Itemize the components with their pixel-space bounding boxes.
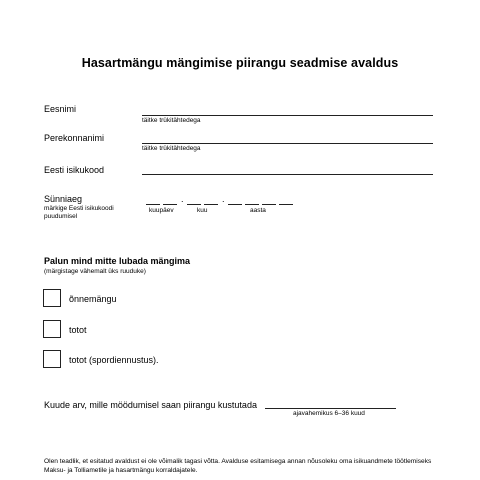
birth-date-note-line2: puudumisel [44,213,78,220]
birth-day-digit-2[interactable] [163,204,177,205]
months-hint: ajavahemikus 6–36 kuud [293,410,365,417]
months-field[interactable] [265,408,396,409]
checkbox-toto[interactable] [43,320,61,338]
birth-month-digit-2[interactable] [204,204,218,205]
birth-date-separator-2: . [222,194,225,204]
restriction-heading: Palun mind mitte lubada mängima [44,256,191,266]
birth-day-digit-1[interactable] [146,204,160,205]
first-name-field[interactable] [142,115,433,116]
personal-code-label: Eesti isikukood [44,165,105,175]
birth-year-digit-2[interactable] [245,204,259,205]
consent-text: Olen teadlik, et esitatud avaldust ei ole võimalik tagasi võtta. Avalduse esitamisega annan nõusoleku oma isikuandmete töötlemiseks Maksu- ja Tolliametile ja hasartmängu korraldajatele. [44,458,432,474]
restriction-subheading: (märgistage vähemalt üks ruuduke) [44,268,146,275]
personal-code-field[interactable] [142,174,433,175]
checkbox-onnemang[interactable] [43,289,61,307]
birth-date-separator-1: . [181,194,184,204]
document-title: Hasartmängu mängimise piirangu seadmise avaldus [81,56,399,70]
last-name-field[interactable] [142,143,433,144]
birth-date-note-line1: märkige Eesti isikukoodi [44,205,114,212]
option-label-onnemang: õnnemängu [69,294,117,304]
birth-year-label: aasta [250,207,266,214]
birth-day-label: kuupäev [149,207,174,214]
last-name-hint: täitke trükitähtedega [142,145,201,152]
first-name-label: Eesnimi [44,104,77,114]
birth-date-label: Sünniaeg [44,194,83,204]
birth-year-digit-4[interactable] [279,204,293,205]
checkbox-toto-sport[interactable] [43,350,61,368]
birth-year-digit-1[interactable] [228,204,242,205]
birth-month-digit-1[interactable] [187,204,201,205]
last-name-label: Perekonnanimi [44,133,105,143]
option-label-toto: totot [69,325,87,335]
birth-year-digit-3[interactable] [262,204,276,205]
birth-month-label: kuu [197,207,208,214]
months-label: Kuude arv, mille möödumisel saan piirangu kustutada [44,400,257,410]
first-name-hint: täitke trükitähtedega [142,117,201,124]
option-label-toto-sport: totot (spordiennustus). [69,355,159,365]
